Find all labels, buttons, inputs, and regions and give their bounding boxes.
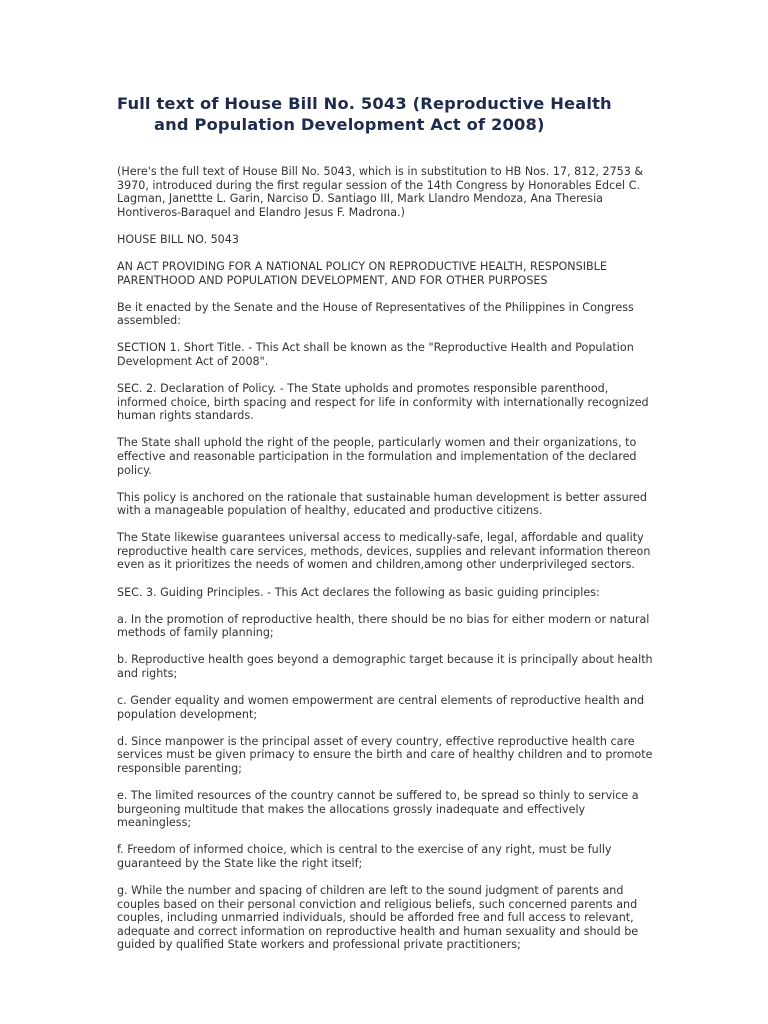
principle-a: a. In the promotion of reproductive health, there should be no bias for either modern or natural methods of family planning; <box>117 612 650 640</box>
section-1-short-title: SECTION 1. Short Title. - This Act shall be known as the "Reproductive Health and Population Development Act of 2008". <box>117 341 634 368</box>
enacting-clause: Be it enacted by the Senate and the House of Representatives of the Philippines in Congress assembled: <box>117 300 634 328</box>
document-body <box>117 165 657 952</box>
principle-d: d. Since manpower is the principal asset of every country, effective reproductive health care services must be given primacy to ensure the birth and care of healthy children and to promote responsible parenting; <box>117 734 653 775</box>
policy-paragraph: This policy is anchored on the rationale that sustainable human development is better assured with a manageable population of healthy, educated and productive citizens. <box>117 490 647 518</box>
intro-paragraph: (Here's the full text of House Bill No. 5043, which is in substitution to HB Nos. 17, 812, 2753 & 3970, introduced during the first regular session of the 14th Congress by Honorables Edcel C. Lagman, Janettte L. Garin, Narciso D. Santiago III, Mark Llandro Mendoza, Ana Theresia Hontiveros-Baraquel and Elandro Jesus F. Madrona.) <box>117 165 644 219</box>
section-3-guiding-principles: SEC. 3. Guiding Principles. - This Act declares the following as basic guiding principles: <box>117 585 600 599</box>
principle-c: c. Gender equality and women empowerment are central elements of reproductive health and population development; <box>117 694 645 721</box>
principle-e: e. The limited resources of the country cannot be suffered to, be spread so thinly to service a burgeoning multitude that makes the allocations grossly inadequate and effectively meaningless; <box>117 789 639 830</box>
principle-g: g. While the number and spacing of children are left to the sound judgment of parents and couples based on their personal conviction and religious beliefs, such concerned parents and couples, including unmarried individuals, should be afforded free and full access to relevant, adequate and correct information on reproductive health and human sexuality and should be guided by qualified State workers and professional private practitioners; <box>117 883 639 952</box>
principle-f: f. Freedom of informed choice, which is central to the exercise of any right, must be fully guaranteed by the State like the right itself; <box>117 843 612 870</box>
title-line-2: and Population Development Act of 2008) <box>154 115 545 134</box>
document-page <box>117 0 657 965</box>
document-title <box>117 93 657 135</box>
act-title: AN ACT PROVIDING FOR A NATIONAL POLICY ON REPRODUCTIVE HEALTH, RESPONSIBLE PARENTHOOD AND POPULATION DEVELOPMENT, AND FOR OTHER PURPOSES <box>117 259 607 287</box>
section-2-declaration-of-policy: SEC. 2. Declaration of Policy. - The State upholds and promotes responsible parenthood, informed choice, birth spacing and respect for life in conformity with internationally recognized human rights standards. <box>117 382 649 423</box>
principle-b: b. Reproductive health goes beyond a demographic target because it is principally about health and rights; <box>117 653 653 680</box>
policy-paragraph: The State shall uphold the right of the people, particularly women and their organizations, to effective and reasonable participation in the formulation and implementation of the declared policy. <box>117 436 637 477</box>
policy-paragraph: The State likewise guarantees universal access to medically-safe, legal, affordable and quality reproductive health care services, methods, devices, supplies and relevant information thereon even as it prioritizes the needs of women and children,among other underprivileged sectors. <box>117 531 651 572</box>
bill-number: HOUSE BILL NO. 5043 <box>117 232 239 246</box>
title-line-1: Full text of House Bill No. 5043 (Reproductive Health <box>117 94 612 113</box>
